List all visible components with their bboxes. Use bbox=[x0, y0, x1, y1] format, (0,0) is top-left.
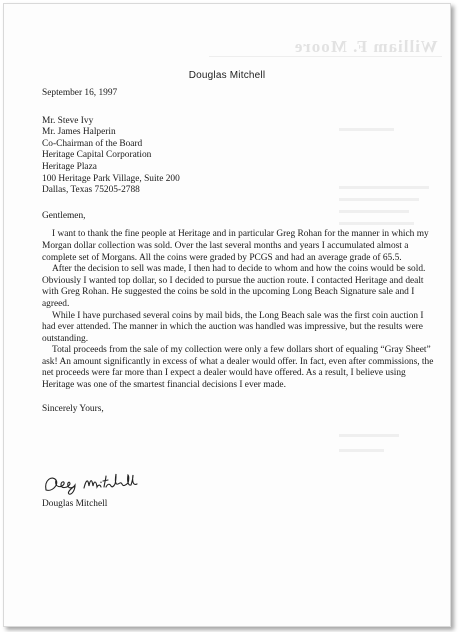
address-line: Heritage Capital Corporation bbox=[42, 150, 152, 161]
letter-page bbox=[3, 3, 451, 627]
letter-paragraphs bbox=[42, 229, 437, 391]
paragraph: I want to thank the fine people at Heritage and in particular Greg Rohan for the manner in which my Morgan dollar collection was sold. Over the last several months and years I accumulated almost a complete set of Morgans. All the coins were graded by PCGS and had an average grade of 65.5. bbox=[42, 229, 429, 263]
letter-body bbox=[42, 88, 437, 415]
bleed-through-line bbox=[339, 434, 399, 437]
handwritten-signature bbox=[42, 472, 162, 496]
address-line: Mr. Steve Ivy bbox=[42, 115, 94, 126]
salutation: Gentlemen, bbox=[42, 210, 86, 221]
bleed-through-line bbox=[339, 449, 384, 452]
bleed-through-rule bbox=[209, 56, 442, 57]
paragraph: While I have purchased several coins by mail bids, the Long Beach sale was the first coin auction I had ever attended. The manner in which the auction was handled was impressive, but the results were outstanding. bbox=[42, 310, 424, 344]
letter-date: September 16, 1997 bbox=[42, 88, 118, 98]
bleed-through-letterhead: William F. Moore bbox=[294, 37, 438, 56]
address-line: Dallas, Texas 75205-2788 bbox=[42, 185, 140, 196]
sender-name-header: Douglas Mitchell bbox=[188, 70, 266, 81]
recipient-address bbox=[42, 116, 437, 197]
paragraph: Total proceeds from the sale of my collection were only a few dollars short of equaling “Gray Sheet” ask! An amount significantly in excess of what a dealer would offer. In fact, even after commissions, the net proceeds were far more than I expect a dealer would have offered. As a result, I believe using Heritage was one of the smartest financial decisions I ever made. bbox=[42, 345, 434, 391]
closing: Sincerely Yours, bbox=[42, 403, 104, 414]
signer-name: Douglas Mitchell bbox=[42, 499, 108, 509]
address-line: Heritage Plaza bbox=[42, 161, 97, 172]
paragraph: After the decision to sell was made, I then had to decide to whom and how the coins would be sold. Obviously I wanted top dollar, so I decided to pursue the auction route. I contacted Heritage and dealt with Greg Rohan. He suggested the coins be sold in the upcoming Long Beach Signature sale and I agreed. bbox=[42, 264, 426, 309]
address-line: Mr. James Halperin bbox=[42, 127, 116, 138]
address-line: 100 Heritage Park Village, Suite 200 bbox=[42, 173, 180, 184]
address-line: Co-Chairman of the Board bbox=[42, 138, 143, 149]
